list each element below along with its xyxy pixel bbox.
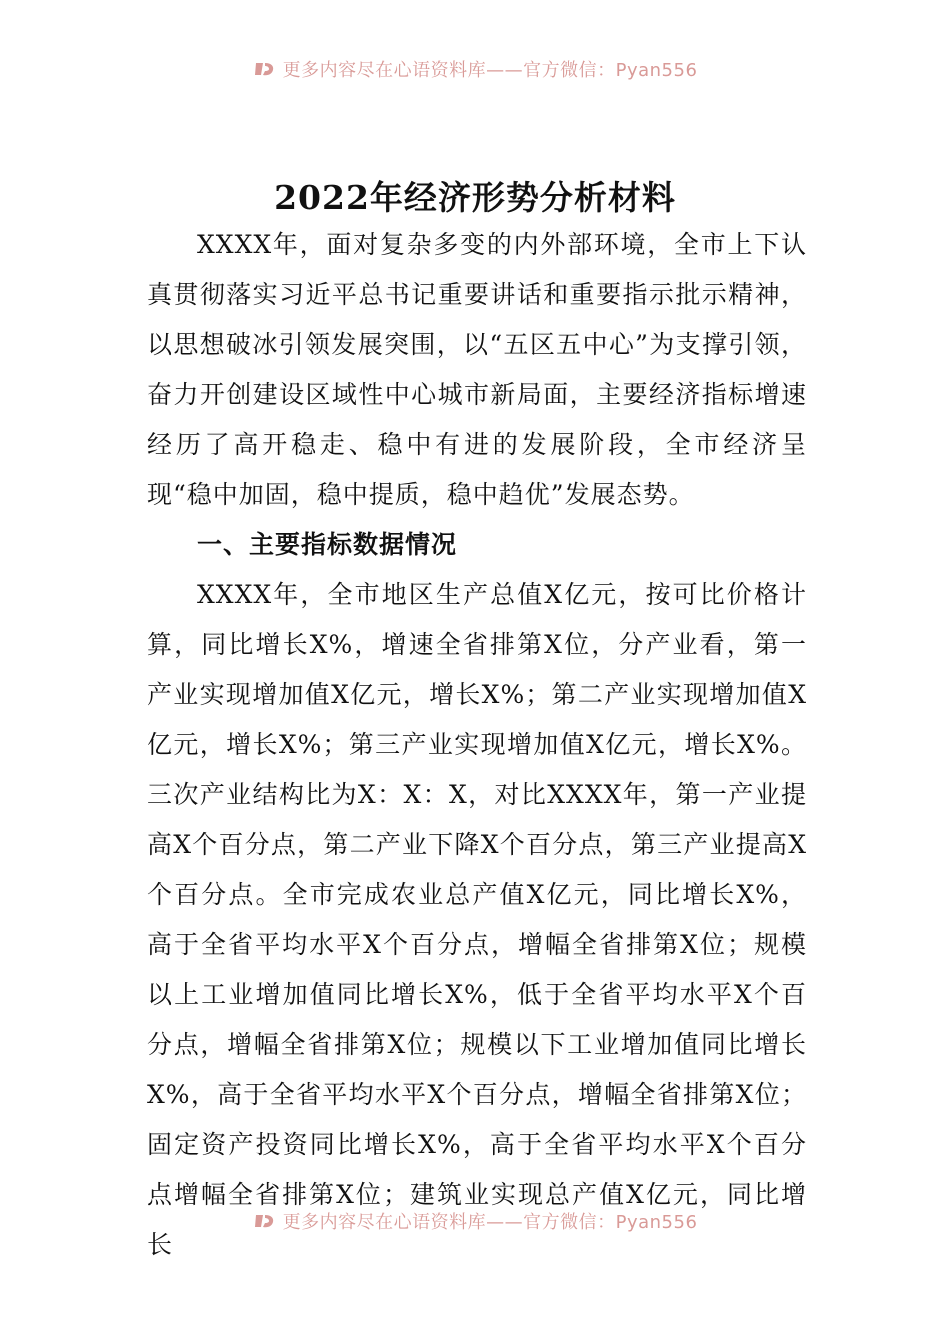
- document-body: [147, 220, 807, 1270]
- document-title: 2022年经济形势分析材料: [274, 178, 676, 217]
- section-heading: 一、主要指标数据情况: [197, 530, 458, 559]
- section-paragraph: XXXX年，全市地区生产总值X亿元，按可比价格计算，同比增长X%，增速全省排第X位，分产业看，第一产业实现增加值X亿元，增长X%；第二产业实现增加值X亿元，增长X%；第三产业实现增加值X亿元，增长X%。三次产业结构比为X：X：X，对比XXXX年，第一产业提高X个百分点，第二产业下降X个百分点，第三产业提高X个百分点。全市完成农业总产值X亿元，同比增长X%，高于全省平均水平X个百分点，增幅全省排第X位；规模以上工业增加值同比增长X%，低于全省平均水平X个百分点，增幅全省排第X位；规模以下工业增加值同比增长X%，高于全省平均水平X个百分点，增幅全省排第X位；固定资产投资同比增长X%，高于全省平均水平X个百分点增幅全省排第X位；建筑业实现总产值X亿元，同比增长: [147, 580, 807, 1259]
- watermark-logo-icon: [253, 1211, 277, 1231]
- footer-watermark: [0, 1208, 950, 1234]
- watermark-logo-icon: [253, 59, 277, 79]
- watermark-text: 更多内容尽在心语资料库——官方微信：Pyan556: [282, 60, 698, 81]
- watermark-text: 更多内容尽在心语资料库——官方微信：Pyan556: [282, 1212, 698, 1233]
- intro-paragraph: XXXX年，面对复杂多变的内外部环境，全市上下认真贯彻落实习近平总书记重要讲话和重要指示批示精神，以思想破冰引领发展突围，以“五区五中心”为支撑引领，奋力开创建设区域性中心城市新局面，主要经济指标增速经历了高开稳走、稳中有进的发展阶段，全市经济呈现“稳中加固，稳中提质，稳中趋优”发展态势。: [147, 230, 807, 509]
- header-watermark: [0, 56, 950, 82]
